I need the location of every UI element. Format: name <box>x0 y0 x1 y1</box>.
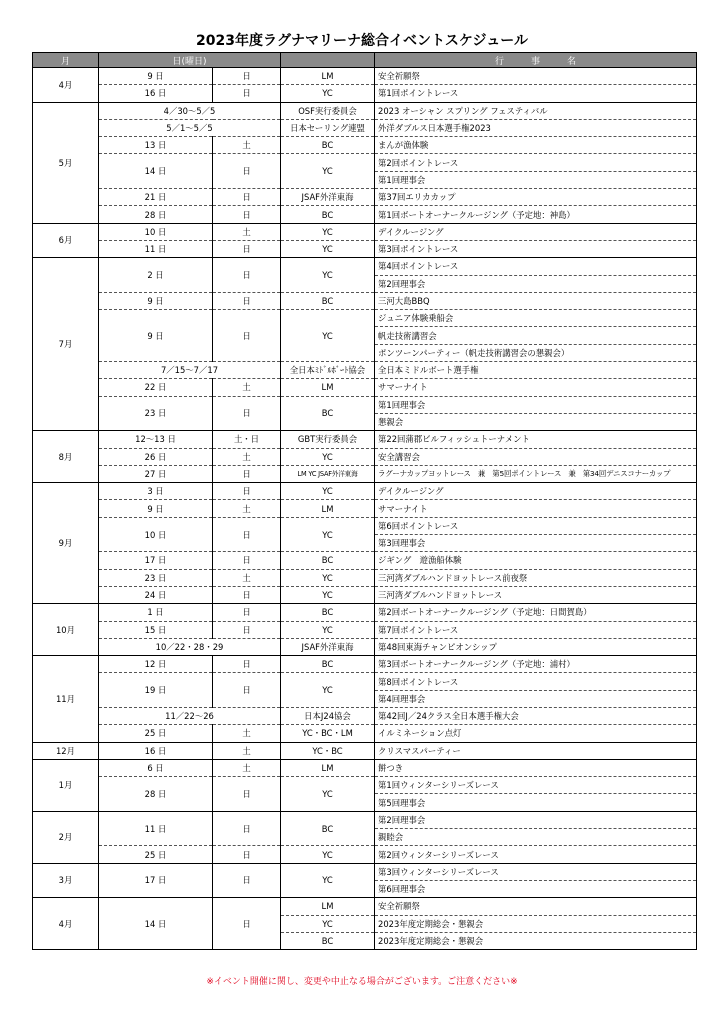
event-cell: 安全祈願祭 <box>375 898 697 915</box>
event-cell: デイクルージング <box>375 223 697 240</box>
event-cell: 第48回東海チャンピオンシップ <box>375 638 697 655</box>
date-cell: 23 日 <box>99 396 213 431</box>
event-cell: サマーナイト <box>375 379 697 396</box>
month-cell: 12月 <box>33 742 99 759</box>
date-cell: 19 日 <box>99 673 213 708</box>
event-cell: 安全講習会 <box>375 448 697 465</box>
weekday-cell: 土 <box>213 725 281 742</box>
event-cell: 第1回ボートオーナークルージング（予定地：神島） <box>375 206 697 223</box>
month-cell: 4月 <box>33 898 99 950</box>
organizer-cell: YC <box>281 448 375 465</box>
event-cell: イルミネーション点灯 <box>375 725 697 742</box>
table-row <box>33 742 697 759</box>
organizer-cell: YC <box>281 569 375 586</box>
schedule-body <box>33 68 697 950</box>
organizer-cell: YC・BC <box>281 742 375 759</box>
event-cell: 第1回理事会 <box>375 396 697 413</box>
event-cell: 親睦会 <box>375 829 697 846</box>
organizer-cell: BC <box>281 292 375 309</box>
organizer-cell: 日本J24協会 <box>281 707 375 724</box>
event-cell: 安全祈願祭 <box>375 68 697 85</box>
event-cell: 全日本ミドルボート選手権 <box>375 362 697 379</box>
event-cell: 第3回ポイントレース <box>375 240 697 257</box>
event-cell: クリスマスパーティー <box>375 742 697 759</box>
date-cell: 14 日 <box>99 154 213 189</box>
table-row <box>33 119 697 136</box>
weekday-cell: 日 <box>213 898 281 950</box>
weekday-cell: 日 <box>213 846 281 863</box>
date-cell: 2 日 <box>99 258 213 293</box>
month-cell: 5月 <box>33 102 99 223</box>
month-cell: 10月 <box>33 604 99 656</box>
organizer-cell: BC <box>281 396 375 431</box>
date-cell: 9 日 <box>99 310 213 362</box>
event-cell: 第6回理事会 <box>375 880 697 897</box>
table-row <box>33 552 697 569</box>
event-cell: 第2回ボートオーナークルージング（予定地：日間賀島） <box>375 604 697 621</box>
weekday-cell: 日 <box>213 621 281 638</box>
organizer-cell: YC <box>281 240 375 257</box>
event-cell: 第4回ポイントレース <box>375 258 697 275</box>
date-range-cell: 7／15～7／17 <box>99 362 281 379</box>
weekday-cell: 土 <box>213 448 281 465</box>
weekday-cell: 土 <box>213 379 281 396</box>
weekday-cell: 土 <box>213 742 281 759</box>
weekday-cell: 日 <box>213 517 281 552</box>
page-title: 2023年度ラグナマリーナ総合イベントスケジュール <box>196 33 528 49</box>
organizer-cell: YC・BC・LM <box>281 725 375 742</box>
header-event: 行 事 名 <box>375 53 697 68</box>
date-cell: 15 日 <box>99 621 213 638</box>
organizer-cell: YC <box>281 483 375 500</box>
event-cell: 第2回ウィンターシリーズレース <box>375 846 697 863</box>
table-row <box>33 725 697 742</box>
organizer-cell: YC <box>281 223 375 240</box>
date-cell: 28 日 <box>99 777 213 812</box>
date-cell: 23 日 <box>99 569 213 586</box>
weekday-cell: 日 <box>213 189 281 206</box>
date-cell: 28 日 <box>99 206 213 223</box>
weekday-cell: 日 <box>213 673 281 708</box>
date-cell: 27 日 <box>99 465 213 482</box>
organizer-cell: BC <box>281 552 375 569</box>
event-cell: 第42回J／24クラス全日本選手権大会 <box>375 707 697 724</box>
table-row <box>33 638 697 655</box>
date-cell: 17 日 <box>99 552 213 569</box>
notice-text: ※イベント開催に関し、変更や中止なる場合がございます。ご注意ください※ <box>206 977 518 987</box>
weekday-cell: 日 <box>213 154 281 189</box>
organizer-cell: YC <box>281 310 375 362</box>
date-cell: 12 日 <box>99 656 213 673</box>
table-row <box>33 777 697 794</box>
date-cell: 16 日 <box>99 742 213 759</box>
weekday-cell: 日 <box>213 586 281 603</box>
date-range-cell: 10／22・28・29 <box>99 638 281 655</box>
month-cell: 4月 <box>33 68 99 103</box>
date-cell: 13 日 <box>99 137 213 154</box>
event-cell: 2023年度定期総会・懇親会 <box>375 915 697 932</box>
weekday-cell: 日 <box>213 483 281 500</box>
event-cell: ポンツーンパーティー（帆走技術講習会の懇親会） <box>375 344 697 361</box>
month-cell: 9月 <box>33 483 99 604</box>
organizer-cell: YC <box>281 85 375 102</box>
table-row <box>33 85 697 102</box>
table-row <box>33 621 697 638</box>
event-cell: ジュニア体験乗船会 <box>375 310 697 327</box>
organizer-cell: OSF実行委員会 <box>281 102 375 119</box>
organizer-cell: LM <box>281 898 375 915</box>
event-cell: ラグーナカップヨットレース 兼 第5回ポイントレース 兼 第34回デニスコナーカップ <box>375 465 697 482</box>
weekday-cell: 日 <box>213 206 281 223</box>
event-cell: 第4回理事会 <box>375 690 697 707</box>
organizer-cell: 日本セーリング連盟 <box>281 119 375 136</box>
event-cell: 餅つき <box>375 759 697 776</box>
event-cell: 2023年度定期総会・懇親会 <box>375 932 697 949</box>
weekday-cell: 日 <box>213 240 281 257</box>
table-row <box>33 569 697 586</box>
event-cell: 第22回蒲郡ビルフィッシュトーナメント <box>375 431 697 448</box>
organizer-cell: BC <box>281 932 375 949</box>
event-cell: 三河湾ダブルハンドヨットレース <box>375 586 697 603</box>
date-cell: 25 日 <box>99 846 213 863</box>
event-cell: 第1回ウィンターシリーズレース <box>375 777 697 794</box>
organizer-cell: LM <box>281 68 375 85</box>
weekday-cell: 日 <box>213 604 281 621</box>
event-cell: 第6回ポイントレース <box>375 517 697 534</box>
table-row <box>33 68 697 85</box>
organizer-cell: JSAF外洋東海 <box>281 189 375 206</box>
organizer-cell: GBT実行委員会 <box>281 431 375 448</box>
weekday-cell: 日 <box>213 777 281 812</box>
table-row <box>33 292 697 309</box>
organizer-cell: BC <box>281 137 375 154</box>
header-month: 月 <box>33 53 99 68</box>
weekday-cell: 日 <box>213 656 281 673</box>
weekday-cell: 日 <box>213 396 281 431</box>
event-cell: 第2回ポイントレース <box>375 154 697 171</box>
organizer-cell: BC <box>281 604 375 621</box>
weekday-cell: 日 <box>213 68 281 85</box>
organizer-cell: YC <box>281 777 375 812</box>
table-row <box>33 465 697 482</box>
date-cell: 6 日 <box>99 759 213 776</box>
date-cell: 9 日 <box>99 500 213 517</box>
weekday-cell: 日 <box>213 863 281 898</box>
table-row <box>33 240 697 257</box>
date-cell: 26 日 <box>99 448 213 465</box>
table-row <box>33 448 697 465</box>
date-cell: 9 日 <box>99 292 213 309</box>
table-row <box>33 379 697 396</box>
date-cell: 12～13 日 <box>99 431 213 448</box>
table-row <box>33 673 697 690</box>
table-row <box>33 206 697 223</box>
table-row <box>33 431 697 448</box>
organizer-cell: YC <box>281 846 375 863</box>
event-cell: 帆走技術講習会 <box>375 327 697 344</box>
table-row <box>33 517 697 534</box>
event-cell: 三河湾ダブルハンドヨットレース前夜祭 <box>375 569 697 586</box>
organizer-cell: LM <box>281 379 375 396</box>
organizer-cell: YC <box>281 621 375 638</box>
date-cell: 11 日 <box>99 811 213 846</box>
header-row <box>33 53 697 68</box>
table-row <box>33 707 697 724</box>
table-row <box>33 310 697 327</box>
organizer-cell: YC <box>281 258 375 293</box>
event-cell: 外洋ダブルス日本選手権2023 <box>375 119 697 136</box>
event-cell: サマーナイト <box>375 500 697 517</box>
table-row <box>33 189 697 206</box>
event-cell: 懇親会 <box>375 413 697 430</box>
table-row <box>33 396 697 413</box>
weekday-cell: 日 <box>213 292 281 309</box>
table-row <box>33 154 697 171</box>
schedule-table <box>32 52 697 950</box>
organizer-cell: BC <box>281 206 375 223</box>
table-row <box>33 483 697 500</box>
organizer-cell: 全日本ﾐﾄﾞﾙﾎﾞｰﾄ協会 <box>281 362 375 379</box>
table-row <box>33 759 697 776</box>
table-row <box>33 656 697 673</box>
organizer-cell: YC <box>281 863 375 898</box>
weekday-cell: 土・日 <box>213 431 281 448</box>
month-cell: 8月 <box>33 431 99 483</box>
date-range-cell: 11／22～26 <box>99 707 281 724</box>
event-cell: 第3回理事会 <box>375 535 697 552</box>
organizer-cell: YC <box>281 517 375 552</box>
table-row <box>33 362 697 379</box>
date-cell: 10 日 <box>99 517 213 552</box>
organizer-cell: YC <box>281 915 375 932</box>
month-cell: 1月 <box>33 759 99 811</box>
weekday-cell: 土 <box>213 137 281 154</box>
date-cell: 21 日 <box>99 189 213 206</box>
header-organizer <box>281 53 375 68</box>
weekday-cell: 土 <box>213 500 281 517</box>
table-row <box>33 846 697 863</box>
date-cell: 11 日 <box>99 240 213 257</box>
event-cell: 第3回ボートオーナークルージング（予定地：浦村） <box>375 656 697 673</box>
organizer-cell: LM <box>281 759 375 776</box>
date-cell: 17 日 <box>99 863 213 898</box>
date-cell: 14 日 <box>99 898 213 950</box>
organizer-cell: BC <box>281 811 375 846</box>
weekday-cell: 土 <box>213 759 281 776</box>
table-row <box>33 811 697 828</box>
header-day: 日(曜日) <box>99 53 281 68</box>
month-cell: 3月 <box>33 863 99 898</box>
table-row <box>33 604 697 621</box>
table-row <box>33 137 697 154</box>
event-cell: 2023 オーシャン スプリング フェスティバル <box>375 102 697 119</box>
event-cell: 第7回ポイントレース <box>375 621 697 638</box>
event-cell: 第2回理事会 <box>375 811 697 828</box>
month-cell: 7月 <box>33 258 99 431</box>
weekday-cell: 日 <box>213 552 281 569</box>
month-cell: 2月 <box>33 811 99 863</box>
weekday-cell: 日 <box>213 310 281 362</box>
event-cell: 第2回理事会 <box>375 275 697 292</box>
event-cell: 第1回理事会 <box>375 171 697 188</box>
organizer-cell: JSAF外洋東海 <box>281 638 375 655</box>
weekday-cell: 日 <box>213 258 281 293</box>
weekday-cell: 日 <box>213 811 281 846</box>
organizer-cell: LM YC JSAF外洋東海 <box>281 465 375 482</box>
date-range-cell: 5／1～5／5 <box>99 119 281 136</box>
table-row <box>33 102 697 119</box>
date-cell: 3 日 <box>99 483 213 500</box>
organizer-cell: LM <box>281 500 375 517</box>
date-cell: 9 日 <box>99 68 213 85</box>
organizer-cell: BC <box>281 656 375 673</box>
event-cell: ジギング 遊漁船体験 <box>375 552 697 569</box>
date-cell: 10 日 <box>99 223 213 240</box>
table-row <box>33 586 697 603</box>
weekday-cell: 日 <box>213 465 281 482</box>
event-cell: まんが漁体験 <box>375 137 697 154</box>
event-cell: 第1回ポイントレース <box>375 85 697 102</box>
table-row <box>33 898 697 915</box>
weekday-cell: 土 <box>213 569 281 586</box>
event-cell: デイクルージング <box>375 483 697 500</box>
date-cell: 24 日 <box>99 586 213 603</box>
table-row <box>33 500 697 517</box>
event-cell: 第5回理事会 <box>375 794 697 811</box>
month-cell: 6月 <box>33 223 99 258</box>
weekday-cell: 日 <box>213 85 281 102</box>
event-cell: 第8回ポイントレース <box>375 673 697 690</box>
event-cell: 三河大島BBQ <box>375 292 697 309</box>
table-row <box>33 258 697 275</box>
organizer-cell: YC <box>281 673 375 708</box>
date-cell: 1 日 <box>99 604 213 621</box>
date-range-cell: 4／30～5／5 <box>99 102 281 119</box>
weekday-cell: 土 <box>213 223 281 240</box>
organizer-cell: YC <box>281 154 375 189</box>
date-cell: 22 日 <box>99 379 213 396</box>
event-cell: 第3回ウィンターシリーズレース <box>375 863 697 880</box>
organizer-cell: YC <box>281 586 375 603</box>
date-cell: 25 日 <box>99 725 213 742</box>
table-row <box>33 863 697 880</box>
table-row <box>33 223 697 240</box>
month-cell: 11月 <box>33 656 99 742</box>
date-cell: 16 日 <box>99 85 213 102</box>
event-cell: 第37回エリカカップ <box>375 189 697 206</box>
